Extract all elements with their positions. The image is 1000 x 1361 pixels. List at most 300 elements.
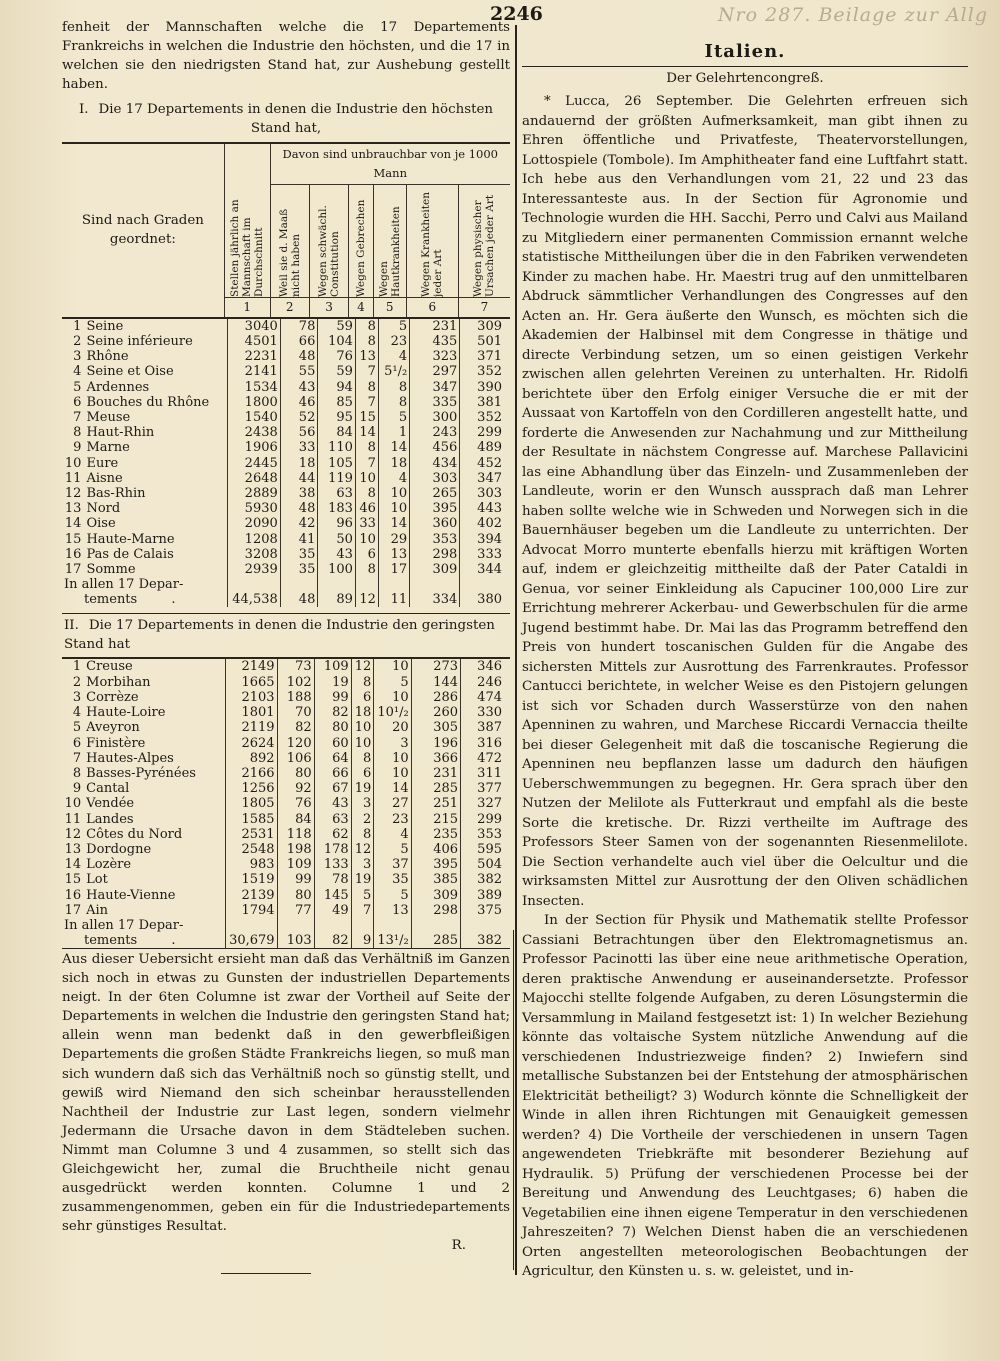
value-cell: 73 [277, 658, 314, 674]
value-cell: 19 [351, 781, 374, 796]
value-cell: 13 [378, 547, 409, 562]
table-row [62, 827, 510, 842]
department-cell: Pas de Calais [86, 546, 174, 562]
table-row [62, 562, 510, 577]
value-cell: 76 [277, 796, 314, 811]
value-cell: 8 [355, 562, 378, 577]
value-cell: 109 [314, 658, 351, 674]
value-cell: 7 [351, 903, 374, 918]
value-cell: 35 [374, 872, 411, 887]
value-cell: 18 [351, 705, 374, 720]
col-num-4: 4 [349, 297, 373, 317]
value-cell: 10¹/₂ [374, 705, 411, 720]
value-cell: 327 [461, 796, 510, 811]
signature: R. [451, 1238, 466, 1254]
value-cell: 43 [318, 547, 356, 562]
department-cell: Lot [86, 872, 108, 888]
table-row [62, 318, 510, 334]
col-num-7: 7 [458, 297, 510, 317]
value-cell: 67 [314, 781, 351, 796]
value-cell: 4 [374, 827, 411, 842]
value-cell: 48 [280, 501, 318, 516]
value-cell: 94 [318, 380, 356, 395]
value-cell: 1519 [225, 872, 277, 887]
section-1-number: I. [78, 102, 89, 118]
value-cell: 309 [410, 562, 460, 577]
value-cell: 13 [355, 349, 378, 364]
value-cell: 385 [411, 872, 460, 887]
table-row [62, 395, 510, 410]
value-cell: 323 [410, 349, 460, 364]
value-cell: 299 [460, 425, 510, 440]
rank-cell: 1 [73, 318, 82, 334]
col-num-1: 1 [224, 297, 270, 317]
value-cell: 43 [314, 796, 351, 811]
conclusion-paragraph: Aus dieser Uebersicht ersieht man daß das Verhältniß im Ganzen sich noch in etwas zu Gunsten der industriellen Departements neigt. In der 6ten Columne ist zwar der Vortheil auf Seite der Departements in welchen die Industrie den geringsten Stand hat; allein wenn man bedenkt daß in den gewerbfleißigen Departements die großen Städte Frankreichs liegen, so muß man sich wundern daß sich das Verhältniß noch so günstig stellt, und gewiß wird Niemand den sich scheinbar herausstellenden Nachtheil der Industrie zur Last legen, sondern vielmehr Jedermann die Ursache davon in dem Städteleben suchen. Nimmt man Columne 3 und 4 zusammen, so stellt sich das Gleichgewicht her, zumal die Bruchtheile nicht genau ausgedrückt werden konnten. Columne 1 und 2 zusammengenommen, geben ein für die Industriedepartements sehr günstiges Resultat. [62, 948, 510, 1236]
value-cell: 4 [378, 471, 409, 486]
col-header-1: Stellen jährlich an Mannschaft im Durchschnitt [224, 143, 270, 298]
value-cell: 92 [277, 781, 314, 796]
value-cell: 489 [460, 440, 510, 455]
rank-cell: 3 [72, 689, 82, 705]
table-low-industry [62, 657, 510, 947]
value-cell: 390 [460, 380, 510, 395]
department-cell: Ardennes [86, 379, 150, 395]
value-cell: 394 [460, 532, 510, 547]
value-cell: 145 [314, 888, 351, 903]
value-cell: 330 [461, 705, 510, 720]
rank-cell: 3 [73, 349, 82, 365]
value-cell: 309 [411, 888, 460, 903]
value-cell: 5¹/₂ [378, 364, 409, 379]
value-cell: 48 [280, 349, 318, 364]
value-cell: 80 [277, 766, 314, 781]
value-cell: 8 [378, 395, 409, 410]
value-cell: 19 [314, 675, 351, 690]
department-cell: Ain [86, 902, 109, 918]
value-cell: 347 [460, 471, 510, 486]
table-row [62, 456, 510, 471]
value-cell: 395 [410, 501, 460, 516]
rank-cell: 6 [72, 735, 82, 751]
value-cell: 38 [280, 486, 318, 501]
value-cell: 2141 [228, 364, 281, 379]
value-cell: 95 [318, 410, 356, 425]
value-cell: 43 [280, 380, 318, 395]
value-cell: 80 [277, 888, 314, 903]
value-cell: 5 [374, 842, 411, 857]
department-cell: Haute-Vienne [86, 887, 176, 903]
table-row [62, 751, 510, 766]
rank-cell: 17 [64, 902, 82, 918]
value-cell: 10 [351, 720, 374, 735]
value-cell: 1805 [225, 796, 277, 811]
value-cell: 178 [314, 842, 351, 857]
rank-cell: 8 [72, 765, 82, 781]
article-subtitle: Der Gelehrtencongreß. [522, 66, 968, 89]
value-cell: 435 [410, 334, 460, 349]
department-cell: Rhône [86, 349, 129, 365]
article-paragraph-1: * Lucca, 26 September. Die Gelehrten erfreuen sich andauernd der größten Aufmerksamkeit, man gibt ihnen zu Ehren öffentliche und Privatfeste, Theatervorstellungen, Lottospiele (Tombole). Im Amphitheater fand eine Luftfahrt statt. Ich hebe aus den Verhandlungen vom 21, 22 und 23 das Interessanteste aus. In der Section für Agronomie und Technologie wurden die HH. Sacchi, Perro und Calvi aus Mailand zu Mitgliedern einer permanenten Commission ernannt welche statistische Mittheilungen über die in den Fabriken verwendeten Kinder zu machen habe. Hr. Maestri trug auf den unmittelbaren Abdruck sämmtlicher Verhandlungen des Congresses auf den Acten an. Hr. Gera äußerte den Wunsch, es möchten sich die Akademien der Halbinsel mit dem Congresse in thätige und directe Verbindung setzen, um so einen geistigen Verkehr zwischen allen gelehrten Vereinen zu unterhalten. Hr. Ridolfi berichtete über den Erfolg einiger Versuche die er mit der Aussaat von Kartoffeln von den Cordilleren angestellt hatte, und forderte die Anwesenden zur Nachahmung und zur Mittheilung der Resultate in nächstem Congresse auf. Marchese Pallavicini las eine Abhandlung über das Einzeln- und Zusammenleben der Landleute, worin er den Wunsch aussprach daß man Lehrer haben sollte welche wie in Schweden und Norwegen sich in die Bauernhäuser begeben um die Landleute zu unterrichten. Der Advocat Morro munterte ebenfalls hierzu mit kräftigen Worten auf, indem er gleichzeitig mittheilte daß der Pater Cataldi in Genua, vor seiner Einkleidung als Capuciner 100,000 Lire zur Errichtung mehrerer Ackerbau- und Gewerbschulen für die arme Jugend bestimmt habe. Dr. Mai las das Programm betreffend den Preis von hundert toscanischen Gulden für die Angabe des sichersten Mittels zur Ausrottung des Farrenkrautes. Professor Cantucci berichtete, in welcher Weise es den Pistojern gelungen ist sich vor Schaden durch Wasserstürze von den nahen Apenninen zu wahren, und Marchese Riccardi Vernaccia theilte bei dieser Gelegenheit mit daß die toscanische Regierung die Apenninen neu bepflanzen lasse um dadurch den häufigen Ueberschwemmungen zu begegnen. Hr. Gera sprach über den Nutzen der Melilote als Futterkraut und empfahl als die beste Sorte die kretische. Dr. Rizzi vertheilte im Auftrage des Professors Steer Samen von der sogenannten Riesenmelilote. Die Section verhandelte auch viel über die Oelcultur und die wirksamsten Mittel zur Ausrottung der den Oliven schädlichen Insecten. [522, 94, 968, 909]
value-cell: 387 [461, 720, 510, 735]
rank-cell: 15 [64, 531, 82, 547]
value-cell: 1794 [225, 903, 277, 918]
table-row [62, 705, 510, 720]
value-cell: 360 [410, 516, 460, 531]
department-cell: Vendée [86, 796, 135, 812]
table-row [62, 857, 510, 872]
col-num-5: 5 [373, 297, 406, 317]
table-top-industry [62, 317, 510, 607]
rank-cell: 13 [64, 501, 82, 517]
value-cell: 10 [374, 751, 411, 766]
value-cell: 3 [374, 736, 411, 751]
end-rule [221, 1273, 311, 1274]
value-cell: 303 [460, 486, 510, 501]
value-cell: 66 [280, 334, 318, 349]
rank-cell: 8 [73, 425, 82, 441]
value-cell: 346 [461, 658, 510, 674]
value-cell: 6 [351, 766, 374, 781]
department-cell: Marne [86, 440, 130, 456]
col-header-5: Wegen Hautkrankheiten [373, 184, 406, 297]
value-cell: 8 [355, 380, 378, 395]
value-cell: 1208 [228, 532, 281, 547]
value-cell: 119 [318, 471, 356, 486]
col-num-3: 3 [309, 297, 348, 317]
department-cell: Haute-Loire [86, 705, 166, 721]
rank-cell: 16 [64, 546, 82, 562]
table-row [62, 766, 510, 781]
value-cell: 63 [314, 812, 351, 827]
value-cell: 5 [351, 888, 374, 903]
section-2-number: II. [64, 618, 79, 634]
value-cell: 382 [461, 872, 510, 887]
table-row [62, 410, 510, 425]
value-cell: 251 [411, 796, 460, 811]
rank-cell: 16 [64, 887, 82, 903]
value-cell: 6 [351, 690, 374, 705]
department-cell: Creuse [86, 659, 133, 675]
value-cell: 33 [280, 440, 318, 455]
value-cell: 198 [277, 842, 314, 857]
value-cell: 389 [461, 888, 510, 903]
department-cell: Haut-Rhin [86, 425, 155, 441]
value-cell: 80 [314, 720, 351, 735]
table-row [62, 658, 510, 674]
value-cell: 1256 [225, 781, 277, 796]
value-cell: 300 [410, 410, 460, 425]
value-cell: 260 [411, 705, 460, 720]
value-cell: 7 [355, 395, 378, 410]
value-cell: 60 [314, 736, 351, 751]
value-cell: 402 [460, 516, 510, 531]
col-span-header: Davon sind unbrauchbar von je 1000 Mann [270, 143, 510, 185]
value-cell: 10 [378, 486, 409, 501]
value-cell: 305 [411, 720, 460, 735]
value-cell: 18 [280, 456, 318, 471]
right-column [522, 42, 968, 1282]
rank-cell: 5 [73, 379, 82, 395]
table-row [62, 812, 510, 827]
value-cell: 35 [280, 562, 318, 577]
total-row-2: In allen 17 Depar- tements . 30,679 103 82 9 13¹/₂ 285 382 [62, 918, 510, 948]
rank-cell: 4 [72, 705, 82, 721]
value-cell: 1665 [225, 675, 277, 690]
rank-cell: 15 [64, 872, 82, 888]
value-cell: 41 [280, 532, 318, 547]
value-cell: 504 [461, 857, 510, 872]
value-cell: 3 [351, 857, 374, 872]
value-cell: 14 [378, 440, 409, 455]
value-cell: 4501 [228, 334, 281, 349]
value-cell: 56 [280, 425, 318, 440]
value-cell: 14 [378, 516, 409, 531]
value-cell: 8 [355, 318, 378, 334]
value-cell: 375 [461, 903, 510, 918]
rank-cell: 11 [64, 470, 82, 486]
value-cell: 286 [411, 690, 460, 705]
value-cell: 29 [378, 532, 409, 547]
rank-cell: 2 [73, 334, 82, 350]
value-cell: 46 [280, 395, 318, 410]
value-cell: 333 [460, 547, 510, 562]
value-cell: 59 [318, 364, 356, 379]
value-cell: 2166 [225, 766, 277, 781]
value-cell: 3208 [228, 547, 281, 562]
value-cell: 1 [378, 425, 409, 440]
value-cell: 2624 [225, 736, 277, 751]
value-cell: 8 [351, 827, 374, 842]
value-cell: 352 [460, 364, 510, 379]
intro-paragraph: fenheit der Mannschaften welche die 17 Departements Frankreichs in welchen die Industrie den höchsten, und die 17 in welchen sie den niedrigsten Stand hat, zur Aushebung gestellt haben. [62, 20, 510, 93]
value-cell: 316 [461, 736, 510, 751]
column-divider [515, 25, 517, 1275]
table-row [62, 720, 510, 735]
total-row-1: In allen 17 Depar- tements . 44,538 48 89 12 11 334 380 [62, 577, 510, 607]
value-cell: 347 [410, 380, 460, 395]
value-cell: 188 [277, 690, 314, 705]
value-cell: 64 [314, 751, 351, 766]
department-cell: Dordogne [86, 841, 152, 857]
value-cell: 2119 [225, 720, 277, 735]
left-column [62, 18, 510, 1274]
value-cell: 2939 [228, 562, 281, 577]
section-2-title [62, 613, 510, 654]
value-cell: 104 [318, 334, 356, 349]
value-cell: 2149 [225, 658, 277, 674]
value-cell: 44 [280, 471, 318, 486]
col-header-2: Weil sie d. Maaß nicht haben [270, 184, 309, 297]
value-cell: 501 [460, 334, 510, 349]
col-num-6: 6 [406, 297, 458, 317]
value-cell: 298 [411, 903, 460, 918]
department-cell: Eure [86, 455, 119, 471]
table-row [62, 364, 510, 379]
department-cell: Meuse [86, 410, 131, 426]
department-cell: Nord [86, 501, 121, 517]
value-cell: 118 [277, 827, 314, 842]
value-cell: 78 [314, 872, 351, 887]
value-cell: 5 [378, 318, 409, 334]
department-cell: Oise [86, 516, 116, 532]
value-cell: 2231 [228, 349, 281, 364]
value-cell: 309 [460, 318, 510, 334]
value-cell: 353 [461, 827, 510, 842]
value-cell: 456 [410, 440, 460, 455]
value-cell: 10 [378, 501, 409, 516]
value-cell: 70 [277, 705, 314, 720]
value-cell: 23 [378, 334, 409, 349]
value-cell: 33 [355, 516, 378, 531]
rank-cell: 9 [72, 781, 82, 797]
table-row [62, 486, 510, 501]
value-cell: 5 [374, 888, 411, 903]
value-cell: 1801 [225, 705, 277, 720]
col-header-7: Wegen physischer Ursachen jeder Art [458, 184, 510, 297]
rank-cell: 12 [64, 486, 82, 502]
value-cell: 395 [411, 857, 460, 872]
value-cell: 235 [411, 827, 460, 842]
value-cell: 443 [460, 501, 510, 516]
value-cell: 27 [374, 796, 411, 811]
table-row [62, 842, 510, 857]
rank-cell: 7 [72, 750, 82, 766]
value-cell: 8 [355, 440, 378, 455]
value-cell: 133 [314, 857, 351, 872]
value-cell: 105 [318, 456, 356, 471]
value-cell: 472 [461, 751, 510, 766]
value-cell: 100 [318, 562, 356, 577]
table-row [62, 380, 510, 395]
department-cell: Seine inférieure [86, 334, 193, 350]
value-cell: 2139 [225, 888, 277, 903]
rank-cell: 14 [64, 516, 82, 532]
section-1-text: Die 17 Departements in denen die Industrie den höchsten Stand hat, [98, 102, 494, 137]
col-num-2: 2 [270, 297, 309, 317]
value-cell: 76 [318, 349, 356, 364]
value-cell: 352 [460, 410, 510, 425]
department-cell: Aveyron [86, 720, 140, 736]
rank-cell: 10 [64, 455, 82, 471]
value-cell: 2648 [228, 471, 281, 486]
value-cell: 303 [410, 471, 460, 486]
value-cell: 99 [277, 872, 314, 887]
value-cell: 96 [318, 516, 356, 531]
value-cell: 8 [351, 675, 374, 690]
value-cell: 50 [318, 532, 356, 547]
rank-cell: 4 [73, 364, 82, 380]
value-cell: 335 [410, 395, 460, 410]
value-cell: 37 [374, 857, 411, 872]
value-cell: 1585 [225, 812, 277, 827]
rank-cell: 17 [64, 562, 82, 578]
value-cell: 52 [280, 410, 318, 425]
value-cell: 99 [314, 690, 351, 705]
value-cell: 82 [314, 705, 351, 720]
value-cell: 85 [318, 395, 356, 410]
value-cell: 102 [277, 675, 314, 690]
rank-cell: 11 [64, 811, 82, 827]
section-1-title [62, 100, 510, 138]
value-cell: 377 [461, 781, 510, 796]
value-cell: 381 [460, 395, 510, 410]
value-cell: 3040 [228, 318, 281, 334]
value-cell: 106 [277, 751, 314, 766]
value-cell: 5930 [228, 501, 281, 516]
value-cell: 1534 [228, 380, 281, 395]
value-cell: 10 [374, 690, 411, 705]
value-cell: 4 [378, 349, 409, 364]
value-cell: 110 [318, 440, 356, 455]
value-cell: 62 [314, 827, 351, 842]
value-cell: 2103 [225, 690, 277, 705]
value-cell: 2548 [225, 842, 277, 857]
table-row [62, 547, 510, 562]
rank-cell: 13 [64, 841, 82, 857]
value-cell: 3 [351, 796, 374, 811]
value-cell: 297 [410, 364, 460, 379]
table-row [62, 690, 510, 705]
department-cell: Seine [86, 318, 124, 334]
rank-cell: 10 [64, 796, 82, 812]
value-cell: 2531 [225, 827, 277, 842]
department-cell: Cantal [86, 781, 130, 797]
value-cell: 12 [351, 658, 374, 674]
department-cell: Morbihan [86, 674, 151, 690]
value-cell: 892 [225, 751, 277, 766]
value-cell: 84 [277, 812, 314, 827]
value-cell: 59 [318, 318, 356, 334]
department-cell: Bas-Rhin [86, 486, 146, 502]
table-row [62, 349, 510, 364]
rank-cell: 9 [73, 440, 82, 456]
table-row [62, 675, 510, 690]
article-paragraph-2: In der Section für Physik und Mathematik stellte Professor Cassiani Betrachtungen über den Elektromagnetismus an. Professor Pacinotti las über eine neue arithmetische Operation, deren praktische Anwendung er auseinandersetzte. Professor Majocchi stellte folgende Aufgaben, zu deren Lösungstermin die Versammlung in Mailand festgesetzt ist: 1) In welcher Beziehung könnte das voltaische System nützliche Anwendung auf die verschiedenen Industriezweige finden? 2) Inwiefern sind metallische Substanzen bei der Entstehung der atmosphärischen Elektricität betheiligt? 3) Wodurch könnte die Schnelligkeit der Winde in allen ihren Richtungen mit Genauigkeit gemessen werden? 4) Die Vortheile der verschiedenen in unsern Tagen angewendeten Triebkräfte mit besonderer Beziehung auf Hydraulik. 5) Prüfung der verschiedenen Processe bei der Bereitung und Anwendung des Leuchtgases; 6) haben die Vegetabilien eine ihnen eigene Temperatur in den verschiedenen Jahreszeiten? 7) Welchen Dienst haben die an verschiedenen Orten angestellten meteorologischen Beobachtungen der Agricultur, den Künsten u. s. w. geleistet, und in- [522, 913, 968, 1279]
value-cell: 2889 [228, 486, 281, 501]
country-heading: Italien. [704, 41, 786, 62]
value-cell: 144 [411, 675, 460, 690]
value-cell: 983 [225, 857, 277, 872]
value-cell: 183 [318, 501, 356, 516]
value-cell: 1800 [228, 395, 281, 410]
value-cell: 63 [318, 486, 356, 501]
rank-cell: 12 [64, 826, 82, 842]
table-row [62, 903, 510, 918]
value-cell: 231 [411, 766, 460, 781]
value-cell: 7 [355, 456, 378, 471]
value-cell: 8 [351, 751, 374, 766]
value-cell: 10 [374, 658, 411, 674]
col-header-4: Wegen Gebrechen [349, 184, 373, 297]
value-cell: 49 [314, 903, 351, 918]
col-header-6: Wegen Krankheiten jeder Art [406, 184, 458, 297]
value-cell: 13 [374, 903, 411, 918]
value-cell: 7 [355, 364, 378, 379]
value-cell: 273 [411, 658, 460, 674]
value-cell: 10 [355, 532, 378, 547]
value-cell: 6 [355, 547, 378, 562]
department-cell: Hautes-Alpes [86, 750, 174, 766]
value-cell: 595 [461, 842, 510, 857]
value-cell: 8 [355, 486, 378, 501]
value-cell: 5 [374, 675, 411, 690]
value-cell: 42 [280, 516, 318, 531]
value-cell: 2438 [228, 425, 281, 440]
value-cell: 366 [411, 751, 460, 766]
col-header-3: Wegen schwächl. Constitution [309, 184, 348, 297]
value-cell: 10 [351, 736, 374, 751]
